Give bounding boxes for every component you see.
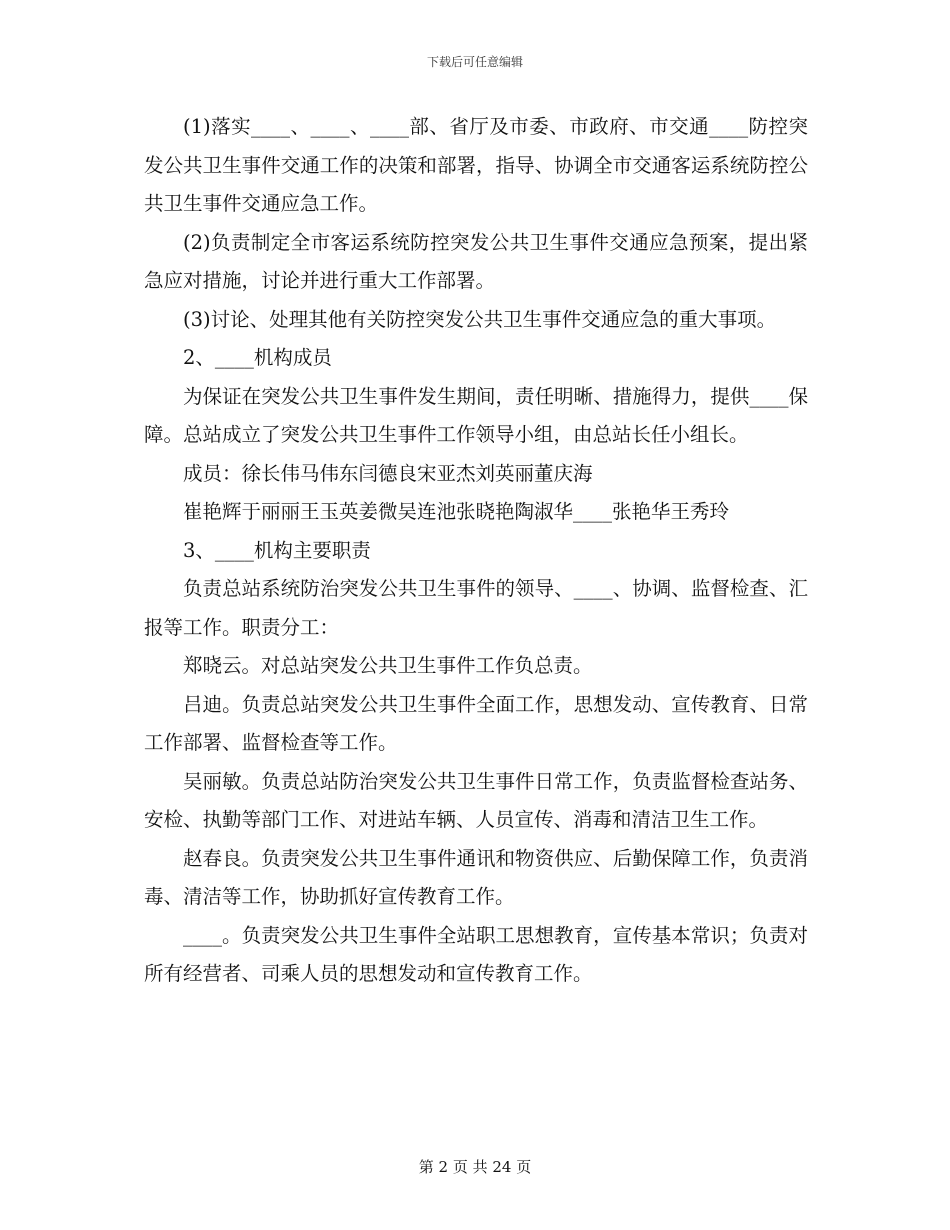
paragraph: 负责总站系统防治突发公共卫生事件的领导、____、协调、监督检查、汇报等工作。职责分工： [144,577,808,639]
page-number: 第 2 页 共 24 页 [418,1158,532,1176]
paragraph: 赵春良。负责突发公共卫生事件通讯和物资供应、后勤保障工作，负责消毒、清洁等工作，协助抓好宣传教育工作。 [144,846,808,908]
paragraph: (3)讨论、处理其他有关防控突发公共卫生事件交通应急的重大事项。 [183,307,777,331]
paragraph: 吴丽敏。负责总站防治突发公共卫生事件日常工作，负责监督检查站务、安检、执勤等部门工作、对进站车辆、人员宣传、消毒和清洁卫生工作。 [144,769,808,831]
document-body [144,108,808,994]
section-heading: 2、____机构成员 [183,346,332,369]
paragraph: ____。负责突发公共卫生事件全站职工思想教育，宣传基本常识；负责对所有经营者、司乘人员的思想发动和宣传教育工作。 [144,923,808,985]
members-line: 成员：徐长伟马伟东闫德良宋亚杰刘英丽董庆海 [183,461,593,485]
paragraph: 吕迪。负责总站突发公共卫生事件全面工作，思想发动、宣传教育、日常工作部署、监督检查等工作。 [144,692,808,754]
paragraph: (1)落实____、____、____部、省厅及市委、市政府、市交通____防控突发公共卫生事件交通工作的决策和部署，指导、协调全市交通客运系统防控公共卫生事件交通应急工作。 [144,115,808,215]
section-heading: 3、____机构主要职责 [183,538,371,562]
paragraph: 为保证在突发公共卫生事件发生期间，责任明晰、措施得力，提供____保障。总站成立了突发公共卫生事件工作领导小组，由总站长任小组长。 [144,384,808,446]
paragraph: (2)负责制定全市客运系统防控突发公共卫生事件交通应急预案，提出紧急应对措施，讨论并进行重大工作部署。 [144,230,808,292]
paragraph: 郑晓云。对总站突发公共卫生事件工作负总责。 [183,654,593,677]
page-header: 下载后可任意编辑 [426,55,523,69]
members-line: 崔艳辉于丽丽王玉英姜微吴连池张晓艳陶淑华____张艳华王秀玲 [183,500,730,523]
